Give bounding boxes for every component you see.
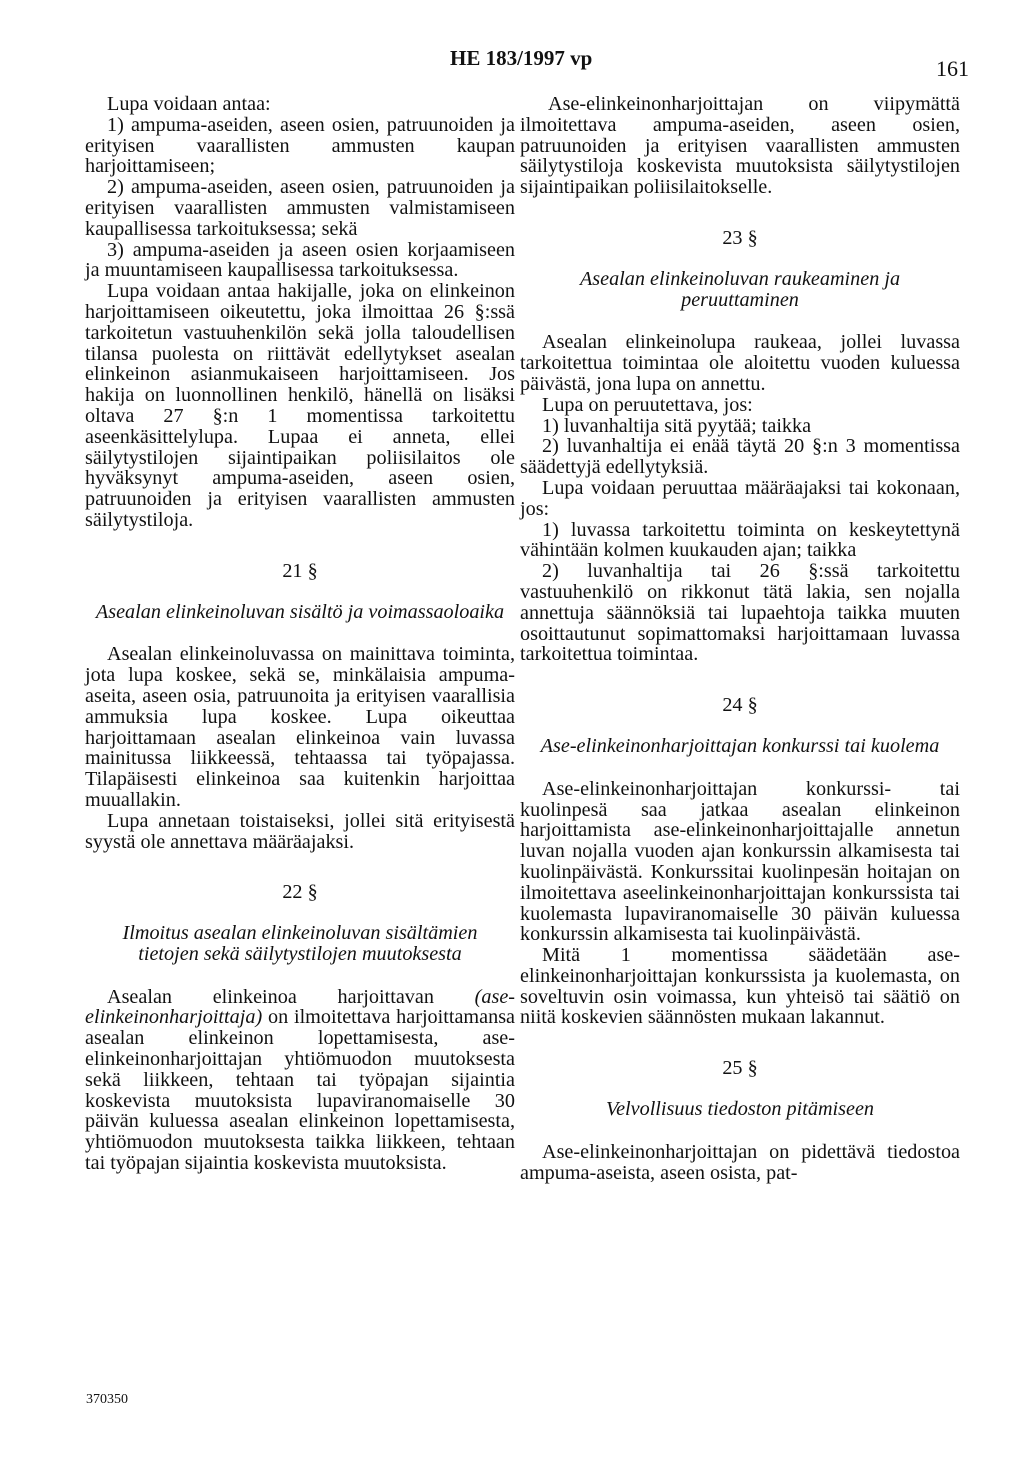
- paragraph: Lupa voidaan peruuttaa määräajaksi tai kokonaan, jos:: [520, 476, 960, 520]
- paragraph-text: Asealan elinkeinoa harjoittavan: [107, 985, 434, 1008]
- list-item: 2) luvanhaltija ei enää täytä 20 §:n 3 momentissa säädettyjä edellytyksiä.: [520, 435, 960, 479]
- section-number-23: 23 §: [722, 226, 758, 249]
- defined-term: (ase-elinkeinonharjoittaja): [85, 985, 516, 1029]
- paragraph: Lupa voidaan antaa:: [107, 93, 271, 115]
- paragraph: Lupa voidaan antaa hakijalle, joka on elinkeinon harjoittamiseen oikeutettu, joka ilmoittaa 26 §:ssä tarkoitetun vastuuhenkilön sekä jolla taloudellisen tilansa puolesta on riittävät edellytykset asealan elinkeinon asianmukaiseen harjoittamiseen. Jos hakija on luonnollinen henkilö, hänellä on lisäksi oltava 27 §:n 1 momentissa tarkoitettu aseenkäsittelylupa. Lupaa ei anneta, ellei säilytystilojen sijaintipaikan poliisilaitos ole hyväksynyt ampuma-aseiden, aseen osien, patruunoiden ja erityisen vaarallisten ammusten säilytystiloja.: [85, 280, 515, 531]
- section-number-25: 25 §: [722, 1057, 758, 1080]
- paragraph: Mitä 1 momentissa säädetään ase-elinkeinonharjoittajan konkurssista ja kuolemasta, on soveltuvin osin voimassa, kun yhteisö tai säätiö on niitä koskevien säännösten mukaan lakannut.: [520, 944, 960, 1029]
- list-item: 2) ampuma-aseiden, aseen osien, patruunoiden ja erityisen vaarallisten ammusten valmistamiseen kaupallisessa tarkoituksessa; sekä: [85, 176, 515, 240]
- list-item: 1) luvassa tarkoitettu toiminta on keskeytettynä vähintään kolmen kuukauden ajan; taikka: [520, 518, 960, 562]
- paragraph: Asealan elinkeinolupa raukeaa, jollei luvassa tarkoitettua toimintaa ole aloitettu vuoden kuluessa päivästä, jona lupa on annettu.: [520, 331, 960, 395]
- page-number: 161: [936, 56, 969, 81]
- section-heading-24: Ase-elinkeinonharjoittajan konkurssi tai kuolema: [540, 734, 940, 757]
- paragraph: Lupa annetaan toistaiseksi, jollei sitä erityisestä syystä ole annettava määräajaksi.: [85, 809, 515, 853]
- list-item: 1) luvanhaltija sitä pyytää; taikka: [542, 414, 812, 437]
- section-number-21: 21 §: [282, 559, 318, 582]
- list-item: 1) ampuma-aseiden, aseen osien, patruunoiden ja erityisen vaarallisten ammusten kaupan harjoittamiseen;: [85, 113, 515, 178]
- section-number-24: 24 §: [722, 694, 758, 717]
- paragraph: Asealan elinkeinoluvassa on mainittava toiminta, jota lupa koskee, sekä se, minkälaisia ampuma-aseita, aseen osia, patruunoita ja erityisen vaarallisia ammuksia lupa koskee. Lupa oikeuttaa harjoittamaan asealan elinkeinoa vain luvassa mainitussa liikkeessä, tehtaassa tai työpajassa. Tilapäisesti elinkeinoa saa kuitenkin harjoittaa muuallakin.: [85, 643, 515, 811]
- paragraph: Ase-elinkeinonharjoittajan on pidettävä tiedostoa ampuma-aseista, aseen osista, pat-: [520, 1140, 960, 1184]
- page-header: [0, 42, 1024, 82]
- footer-code: 370350: [86, 1392, 128, 1407]
- section-heading-25: Velvollisuus tiedoston pitämiseen: [605, 1098, 874, 1121]
- paragraph: Ase-elinkeinonharjoittajan konkurssi- tai kuolinpesä saa jatkaa asealan elinkeinon harjoittamista ase-elinkeinonharjoittajalle annetun luvan nojalla vuoden ajan konkurssin alkamisesta tai kuolinpäivästä. Konkurssitai kuolinpesän hoitajan on ilmoitettava aseelinkeinonharjoittajan konkurssista tai kuolemasta lupaviranomaiselle 30 päivän kuluessa konkurssin alkamisesta tai kuolinpäivästä.: [520, 777, 960, 946]
- left-column: [85, 94, 515, 1174]
- paragraph: Lupa on peruutettava, jos:: [542, 393, 753, 416]
- section-heading-22: Ilmoitus asealan elinkeinoluvan sisältämien tietojen sekä säilytystilojen muutoksesta: [122, 922, 478, 965]
- paragraph: Ase-elinkeinonharjoittajan on viipymättä ilmoitettava ampuma-aseiden, aseen osien, patruunoiden ja erityisen vaarallisten ammusten säilytystiloja koskevista muutoksista säilytystilojen sijaintipaikan poliisilaitokselle.: [520, 93, 960, 199]
- list-item: 3) ampuma-aseiden ja aseen osien korjaamiseen ja muuntamiseen kaupallisessa tarkoituksessa.: [85, 238, 515, 282]
- section-number-22: 22 §: [282, 881, 318, 904]
- paragraph: [85, 987, 515, 1174]
- section-heading-21: Asealan elinkeinoluvan sisältö ja voimassaoloaika: [95, 600, 505, 623]
- right-column: [520, 94, 960, 1183]
- list-item: 2) luvanhaltija tai 26 §:ssä tarkoitettu vastuuhenkilö on rikkonut tätä lakia, sen nojalla annettuja säännöksiä tai lupaehtoja taikka muuten osoittautunut sopimattomaksi harjoittamaan luvassa tarkoitettua toimintaa.: [520, 560, 960, 666]
- document-id: HE 183/1997 vp: [450, 46, 593, 70]
- section-heading-23: Asealan elinkeinoluvan raukeaminen ja peruuttaminen: [579, 267, 901, 311]
- paragraph-text: on ilmoitettava harjoittamansa asealan elinkeinon lopettamisesta, ase-elinkeinonharjoittajan yhtiömuodon muutoksesta sekä liikkeen, tehtaan tai työpajan sijaintia koskevista muutoksista lupaviranomaiselle 30 päivän kuluessa asealan elinkeinon lopettamisesta, yhtiömuodon muutoksesta taikka liikkeen, tehtaan tai työpajan sijaintia koskevista muutoksista.: [85, 1006, 516, 1175]
